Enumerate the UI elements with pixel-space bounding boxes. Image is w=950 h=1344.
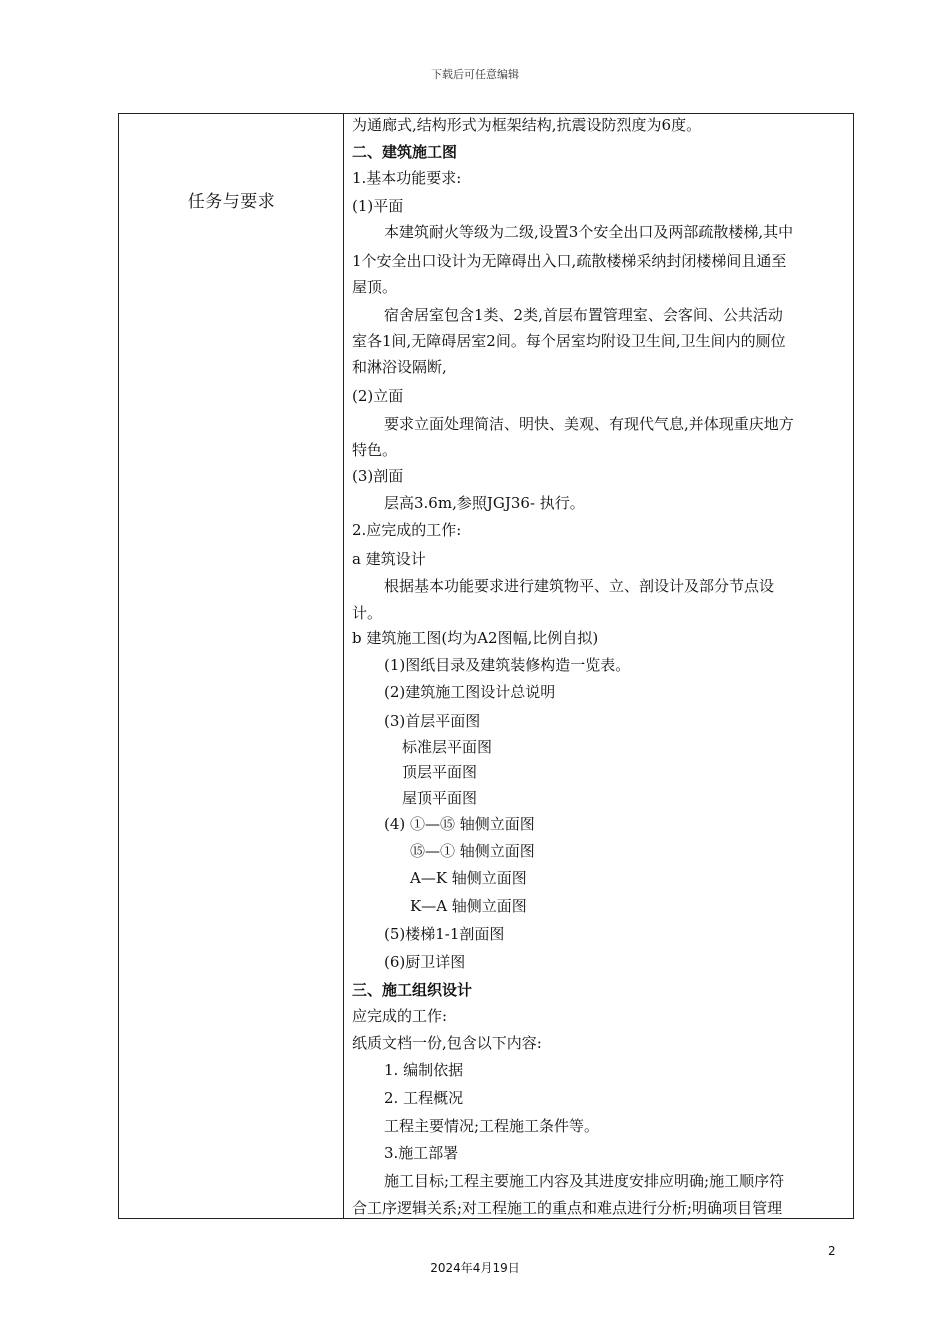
header-note: 下载后可任意编辑: [431, 68, 519, 81]
content-line: (1)平面: [352, 197, 404, 215]
content-line: (2)建筑施工图设计总说明: [384, 683, 556, 701]
content-line: 3.施工部署: [384, 1144, 459, 1162]
content-line: 1个安全出口设计为无障碍出入口,疏散楼梯采纳封闭楼梯间且通至: [352, 252, 787, 270]
content-line: 标准层平面图: [402, 738, 493, 756]
content-line: ⑮—① 轴侧立面图: [410, 842, 535, 860]
section-heading: 二、建筑施工图: [352, 143, 458, 161]
footer-date: 2024年4月19日: [430, 1261, 520, 1275]
task-requirements-table: [118, 113, 854, 1219]
content-line: (4) ①—⑮ 轴侧立面图: [384, 815, 535, 833]
content-line: b 建筑施工图(均为A2图幅,比例自拟): [352, 629, 599, 647]
content-line: 纸质文档一份,包含以下内容:: [352, 1034, 542, 1052]
content-line: A—K 轴侧立面图: [410, 869, 527, 887]
content-line: 2. 工程概况: [384, 1089, 464, 1107]
content-line: 宿舍居室包含1类、2类,首层布置管理室、会客间、公共活动: [384, 306, 783, 324]
label-cell: [119, 114, 344, 1218]
content-line: (6)厨卫详图: [384, 953, 466, 971]
content-line: 屋顶。: [352, 278, 398, 296]
content-line: (2)立面: [352, 387, 404, 405]
page-number: 2: [828, 1244, 836, 1258]
content-line: 合工序逻辑关系;对工程施工的重点和难点进行分析;明确项目管理: [352, 1199, 783, 1217]
content-line: 本建筑耐火等级为二级,设置3个安全出口及两部疏散楼梯,其中: [384, 223, 794, 241]
content-line: 顶层平面图: [402, 763, 478, 781]
content-line: 要求立面处理简洁、明快、美观、有现代气息,并体现重庆地方: [384, 415, 794, 433]
content-line: K—A 轴侧立面图: [410, 897, 527, 915]
section-heading: 三、施工组织设计: [352, 981, 473, 999]
content-line: 工程主要情况;工程施工条件等。: [384, 1117, 600, 1135]
content-line: 根据基本功能要求进行建筑物平、立、剖设计及部分节点设: [384, 577, 775, 595]
content-line: 特色。: [352, 441, 398, 459]
content-line: a 建筑设计: [352, 550, 426, 568]
content-line: 计。: [352, 604, 383, 622]
content-line: 为通廊式,结构形式为框架结构,抗震设防烈度为6度。: [352, 116, 702, 134]
content-line: (3)首层平面图: [384, 712, 481, 730]
label-task-requirements: 任务与要求: [187, 192, 276, 212]
content-line: (5)楼梯1-1剖面图: [384, 925, 505, 943]
content-line: 2.应完成的工作:: [352, 521, 462, 539]
content-line: 屋顶平面图: [402, 789, 478, 807]
content-line: 应完成的工作:: [352, 1007, 448, 1025]
content-line: 施工目标;工程主要施工内容及其进度安排应明确;施工顺序符: [384, 1172, 785, 1190]
content-line: 1. 编制依据: [384, 1061, 464, 1079]
content-line: 1.基本功能要求:: [352, 169, 462, 187]
content-line: 层高3.6m,参照JGJ36- 执行。: [384, 494, 585, 512]
content-line: 和淋浴设隔断,: [352, 358, 447, 376]
content-line: 室各1间,无障碍居室2间。每个居室均附设卫生间,卫生间内的厕位: [352, 332, 786, 350]
content-line: (1)图纸目录及建筑装修构造一览表。: [384, 656, 631, 674]
content-cell: [344, 114, 853, 1218]
content-line: (3)剖面: [352, 467, 404, 485]
